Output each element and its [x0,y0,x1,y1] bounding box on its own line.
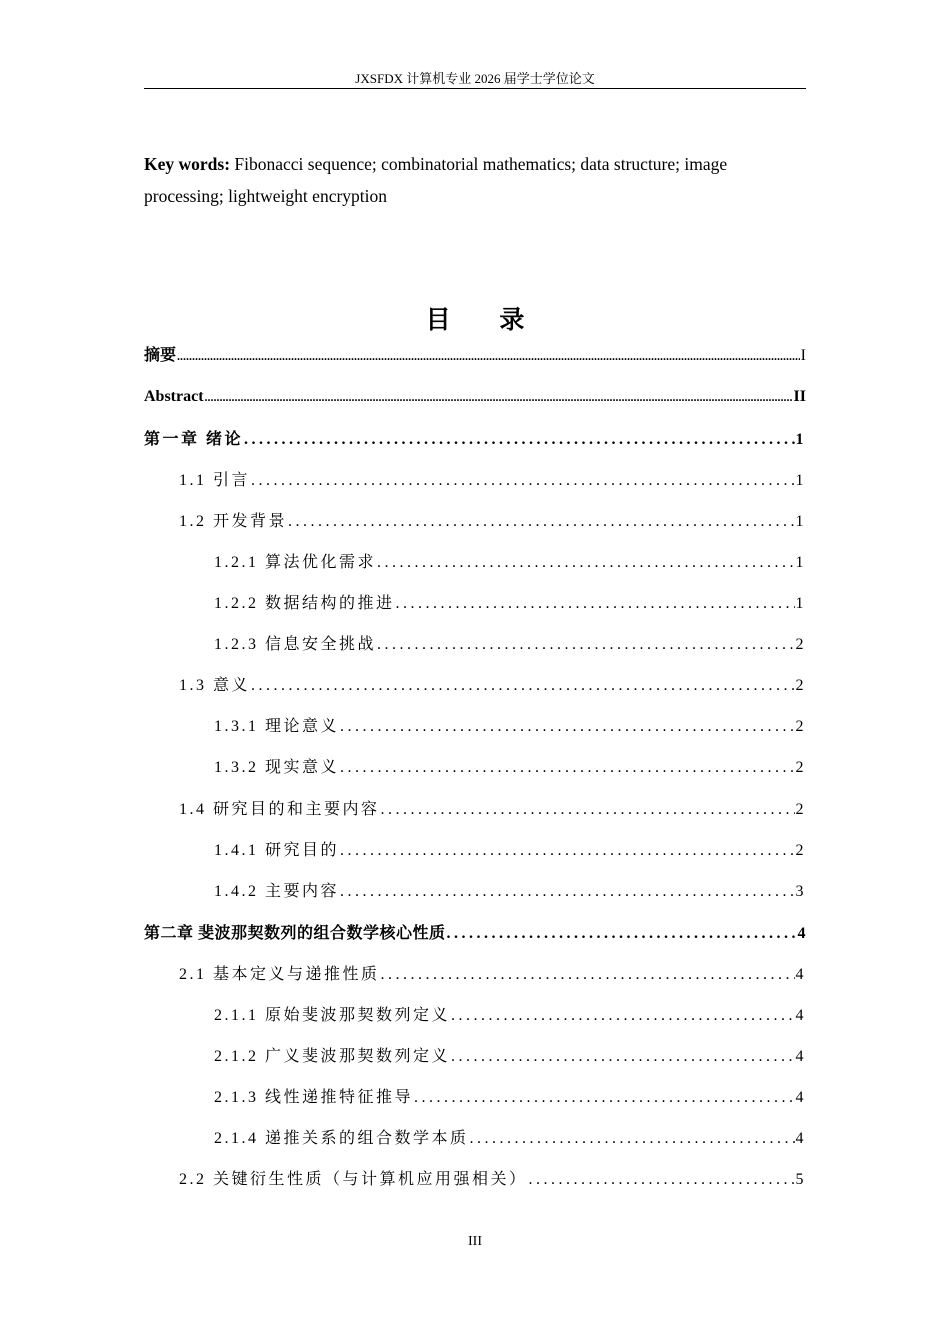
toc-entry-page: 2 [795,636,806,653]
keywords-label: Key words: [144,154,231,174]
toc-entry-page: 4 [795,966,806,983]
toc-entry-label: 第二章 斐波那契数列的组合数学核心性质 [144,925,446,942]
toc-title: 目 录 [425,305,545,334]
toc-entry-1-3-1[interactable] [214,715,806,739]
keywords-text: Fibonacci sequence; combinatorial mathematics; data structure; image processing; lightweight encryption [144,154,728,206]
toc-entry-1-2-1[interactable] [214,551,806,575]
toc-leader [251,674,794,698]
toc-entry-label: 2.1.2 广义斐波那契数列定义 [214,1048,451,1065]
toc-entry-page: 1 [795,595,806,612]
toc-leader [340,880,794,904]
toc-entry-page: 4 [795,1130,806,1147]
toc-entry-label: 1.2.1 算法优化需求 [214,554,377,571]
toc-entry-page: 2 [795,759,806,776]
toc-entry-page: 2 [795,842,806,859]
toc-leader [340,756,794,780]
toc-entry-page: 1 [795,431,806,448]
header-rule [144,88,806,89]
toc-leader [377,551,794,575]
toc-leader [414,1086,794,1110]
toc-entry-2-1-3[interactable] [214,1086,806,1110]
toc-entry-page: I [800,347,806,364]
toc-entry-1-2-3[interactable] [214,633,806,657]
toc-leader [396,592,795,616]
toc-entry-chapter-2[interactable] [144,922,806,946]
toc-entry-page: 4 [797,925,806,942]
toc-entry-1-1[interactable] [179,469,806,493]
toc-entry-page: 2 [795,718,806,735]
toc-leader [377,633,794,657]
toc-entry-label: 1.1 引言 [179,472,251,489]
toc-entry-1-3[interactable] [179,674,806,698]
toc-leader [177,344,800,368]
toc-entry-page: 1 [795,513,806,530]
toc-leader [205,385,793,409]
toc-entry-label: 1.4.2 主要内容 [214,883,340,900]
page-header: JXSFDX 计算机专业 2026 届学士学位论文 [355,71,595,86]
toc-entry-page: 4 [795,1048,806,1065]
toc-entry-page: 4 [795,1089,806,1106]
toc-leader [340,715,794,739]
toc-entry-2-1-4[interactable] [214,1127,806,1151]
toc-leader [244,428,794,452]
toc-entry-chapter-1[interactable] [144,428,806,452]
toc-entry-page: 1 [795,472,806,489]
toc-entry-2-1-2[interactable] [214,1045,806,1069]
toc-entry-page: 2 [795,677,806,694]
toc-entry-2-1[interactable] [179,963,806,987]
toc-entry-label: 1.2 开发背景 [179,513,288,530]
toc-entry-page: II [793,388,806,405]
toc-entry-page: 1 [795,554,806,571]
toc-entry-page: 3 [795,883,806,900]
toc-entry-label: 摘要 [144,347,177,364]
toc-leader [529,1168,795,1192]
toc-entry-label: 1.3.2 现实意义 [214,759,340,776]
toc-entry-label: 1.3 意义 [179,677,251,694]
toc-entry-label: 1.2.2 数据结构的推进 [214,595,395,612]
toc-entry-2-2[interactable] [179,1168,806,1192]
toc-entry-label: 2.1.3 线性递推特征推导 [214,1089,414,1106]
toc-leader [251,469,794,493]
toc-leader [451,1004,794,1028]
toc-leader [447,922,797,946]
toc-leader [451,1045,794,1069]
toc-leader [340,839,794,863]
toc-leader [381,798,795,822]
toc-entry-label: 1.4 研究目的和主要内容 [179,801,380,818]
toc-entry-label: 1.3.1 理论意义 [214,718,340,735]
toc-entry-1-4-1[interactable] [214,839,806,863]
keywords-paragraph [144,148,806,212]
toc-entry-1-4-2[interactable] [214,880,806,904]
toc-entry-page: 4 [795,1007,806,1024]
toc-leader [288,510,794,534]
toc-entry-label: 2.1.1 原始斐波那契数列定义 [214,1007,451,1024]
toc-entry-label: 2.2 关键衍生性质（与计算机应用强相关） [179,1171,528,1188]
toc-entry-label: 第一章 绪论 [144,431,244,448]
toc-entry-label: 1.4.1 研究目的 [214,842,340,859]
toc-leader [470,1127,795,1151]
toc-entry-1-2[interactable] [179,510,806,534]
toc-entry-1-3-2[interactable] [214,756,806,780]
toc-entry-page: 5 [795,1171,806,1188]
toc-entry-label: 2.1 基本定义与递推性质 [179,966,380,983]
toc-entry-abstract-en[interactable] [144,385,806,409]
toc-entry-abstract-cn[interactable] [144,344,806,368]
page-number: III [468,1234,482,1249]
toc-entry-label: 2.1.4 递推关系的组合数学本质 [214,1130,469,1147]
toc-entry-2-1-1[interactable] [214,1004,806,1028]
toc-entry-1-4[interactable] [179,798,806,822]
toc-entry-label: Abstract [144,388,204,405]
toc-entry-1-2-2[interactable] [214,592,806,616]
toc-entry-page: 2 [795,801,806,818]
toc-entry-label: 1.2.3 信息安全挑战 [214,636,377,653]
toc-leader [381,963,795,987]
